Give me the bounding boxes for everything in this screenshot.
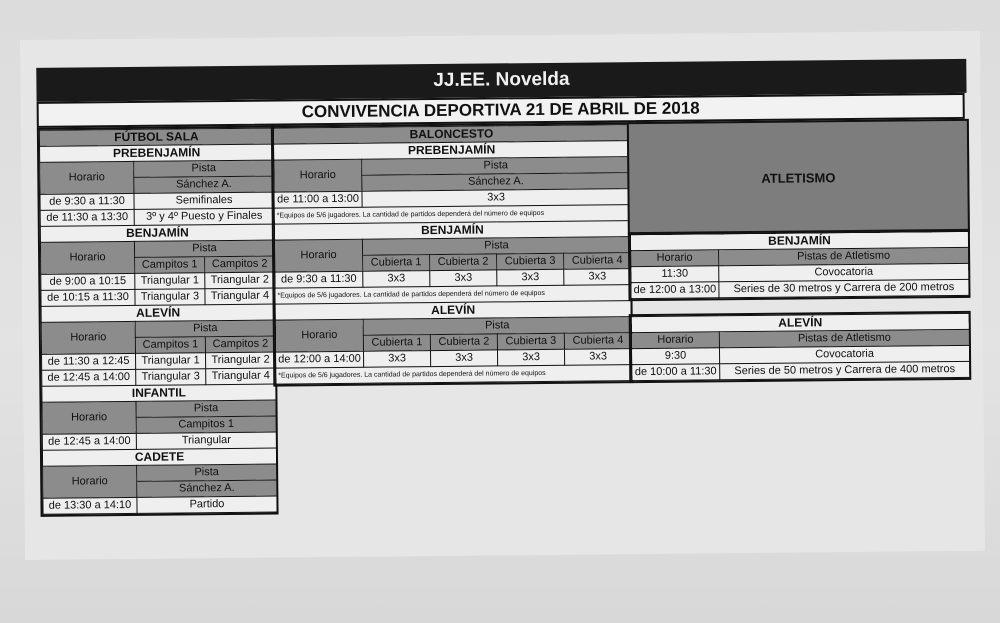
game-cell: 3x3 xyxy=(362,189,630,208)
futbol-alevin-title: ALEVÍN xyxy=(41,304,275,322)
pista-label: Pista xyxy=(362,237,630,256)
game-cell: Triangular 3 xyxy=(135,289,205,306)
atletismo-benjamin-title: BENJAMÍN xyxy=(630,231,968,250)
game-cell: Triangular 4 xyxy=(205,288,275,305)
court-name: Cubierta 4 xyxy=(564,333,631,350)
time-cell: 9:30 xyxy=(631,348,719,365)
court-name: Campitos 2 xyxy=(205,336,275,353)
atletismo-benjamin xyxy=(628,229,971,301)
time-cell: de 12:45 a 14:00 xyxy=(42,433,136,450)
game-cell: 3x3 xyxy=(497,349,564,366)
horario-label: Horario xyxy=(631,250,719,267)
time-cell: de 12:45 a 14:00 xyxy=(42,369,136,386)
game-cell: Triangular 1 xyxy=(135,273,205,290)
horario-label: Horario xyxy=(43,465,137,498)
court-name: Sánchez A. xyxy=(137,480,277,497)
court-name: Cubierta 2 xyxy=(430,334,497,351)
team-size-note: *Equipos de 5/6 jugadores. La cantidad de partidos dependerá del número de equipos xyxy=(275,285,631,304)
atletismo-title: ATLETISMO xyxy=(761,169,836,186)
court-name: Campitos 1 xyxy=(135,257,205,274)
atletismo-alevin xyxy=(629,311,972,383)
time-cell: de 12:00 a 14:00 xyxy=(276,351,364,368)
horario-label: Horario xyxy=(40,161,134,194)
pistas-atletismo-label: Pistas de Atletismo xyxy=(719,247,969,265)
pista-label: Pista xyxy=(134,160,274,177)
futbol-benjamin-title: BENJAMÍN xyxy=(40,224,274,242)
time-cell: de 10:00 a 11:30 xyxy=(632,364,720,381)
time-cell: de 11:00 a 13:00 xyxy=(274,191,362,208)
page-title: JJ.EE. Novelda xyxy=(36,59,966,102)
baloncesto-benjamin-title: BENJAMÍN xyxy=(274,221,630,240)
baloncesto-column xyxy=(271,122,633,386)
team-size-note: *Equipos de 5/6 jugadores. La cantidad de partidos dependerá del número de equipos xyxy=(276,365,632,384)
game-cell: Triangular 3 xyxy=(136,369,206,386)
game-cell: 3x3 xyxy=(363,271,430,288)
game-cell: Partido xyxy=(137,496,277,513)
event-cell: Covocatoria xyxy=(719,345,969,363)
court-name: Campitos 1 xyxy=(136,416,276,433)
court-name: Cubierta 1 xyxy=(363,255,430,272)
baloncesto-title: BALONCESTO xyxy=(273,125,629,144)
horario-label: Horario xyxy=(42,401,136,434)
time-cell: 11:30 xyxy=(631,266,719,283)
court-name: Campitos 1 xyxy=(135,337,205,354)
pista-label: Pista xyxy=(135,320,275,337)
game-cell: 3x3 xyxy=(364,351,431,368)
baloncesto-prebenjamin-title: PREBENJAMÍN xyxy=(274,141,630,160)
team-size-note: *Equipos de 5/6 jugadores. La cantidad de partidos dependerá del número de equipos xyxy=(274,205,630,224)
game-cell: 3x3 xyxy=(430,270,497,287)
time-cell: de 13:30 a 14:10 xyxy=(43,497,137,514)
time-cell: de 9:30 a 11:30 xyxy=(40,193,134,210)
horario-label: Horario xyxy=(274,159,362,192)
game-cell: Triangular 4 xyxy=(206,368,276,385)
time-cell: de 9:00 a 10:15 xyxy=(41,273,135,290)
time-cell: de 11:30 a 13:30 xyxy=(40,209,134,226)
court-name: Cubierta 4 xyxy=(564,253,631,270)
game-cell: 3x3 xyxy=(564,269,631,286)
pista-label: Pista xyxy=(363,317,631,336)
game-cell: 3x3 xyxy=(564,349,631,366)
pista-label: Pista xyxy=(137,464,277,481)
futbol-prebenjamin-title: PREBENJAMÍN xyxy=(40,144,274,162)
game-cell: 3x3 xyxy=(497,269,564,286)
horario-label: Horario xyxy=(631,332,719,349)
court-name: Cubierta 3 xyxy=(497,333,564,350)
game-cell: Triangular 2 xyxy=(206,352,276,369)
pista-label: Pista xyxy=(134,240,274,257)
atletismo-alevin-title: ALEVÍN xyxy=(631,313,969,332)
horario-label: Horario xyxy=(275,319,363,352)
atletismo-header xyxy=(627,119,970,236)
pista-label: Pista xyxy=(136,400,276,417)
game-cell: Triangular 2 xyxy=(205,272,275,289)
horario-label: Horario xyxy=(40,241,134,274)
horario-label: Horario xyxy=(274,239,362,272)
time-cell: de 9:30 a 11:30 xyxy=(275,271,363,288)
time-cell: de 11:30 a 12:45 xyxy=(42,353,136,370)
time-cell: de 10:15 a 11:30 xyxy=(41,289,135,306)
futbol-infantil-title: INFANTIL xyxy=(42,384,276,402)
court-name: Cubierta 2 xyxy=(430,254,497,271)
pistas-atletismo-label: Pistas de Atletismo xyxy=(719,329,969,347)
event-cell: Series de 30 metros y Carrera de 200 metros xyxy=(719,279,969,297)
baloncesto-alevin-title: ALEVÍN xyxy=(275,301,631,320)
time-cell: de 12:00 a 13:00 xyxy=(631,282,719,299)
pista-label: Pista xyxy=(362,157,630,176)
event-cell: Series de 50 metros y Carrera de 400 metros xyxy=(720,361,970,379)
game-cell: Triangular 1 xyxy=(136,353,206,370)
page-subtitle: CONVIVENCIA DEPORTIVA 21 DE ABRIL DE 2018 xyxy=(37,93,965,128)
game-cell: Semifinales xyxy=(134,192,274,209)
event-cell: Covocatoria xyxy=(719,263,969,281)
futbol-sala-column xyxy=(37,126,279,517)
game-cell: 3x3 xyxy=(431,350,498,367)
court-name: Sánchez A. xyxy=(134,176,274,193)
game-cell: 3º y 4º Puesto y Finales xyxy=(134,208,274,225)
court-name: Cubierta 1 xyxy=(363,335,430,352)
game-cell: Triangular xyxy=(136,432,276,449)
schedule-sheet xyxy=(20,31,985,560)
futbol-cadete-title: CADETE xyxy=(42,448,276,466)
horario-label: Horario xyxy=(41,321,135,354)
court-name: Sánchez A. xyxy=(362,173,630,192)
court-name: Cubierta 3 xyxy=(497,253,564,270)
court-name: Campitos 2 xyxy=(205,256,275,273)
futbol-title: FÚTBOL SALA xyxy=(39,128,273,146)
